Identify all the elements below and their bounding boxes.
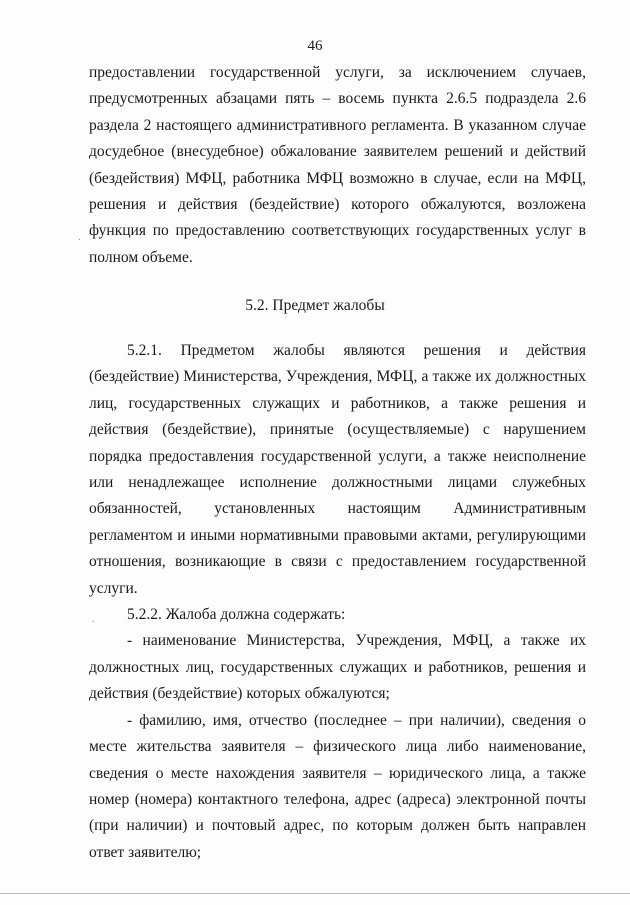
list-item-applicant-details: - фамилию, имя, отчество (последнее – при наличии), сведения о месте жительства заявителя – физического лица либо наименование, сведения о месте нахождения заявителя – юридического лица, а также номер (номера) контактного телефона, адрес (адреса) электронной почты (при наличии) и почтовый адрес, по которым должен быть направлен ответ заявителю;: [89, 711, 586, 861]
paragraph-subject-of-complaint: 5.2.1. Предметом жалобы являются решения и действия (бездействие) Министерства, Учреждения, МФЦ, а также их должностных лиц, государственных служащих и работников, а также решения и действия (бездействие), принятые (осуществляемые) с нарушением порядка предоставления государственной услуги, а также неисполнение или ненадлежащее исполнение должностными лицами служебных обязанностей, установленных настоящим Административным регламентом и иными нормативными правовыми актами, регулирующими отношения, возникающие в связи с предоставлением государственной услуги.: [89, 342, 586, 597]
page-number: 46: [307, 38, 323, 54]
scan-speck: .: [92, 614, 95, 625]
scan-speck: .: [78, 232, 81, 243]
list-item-name-of-bodies: - наименование Министерства, Учреждения, МФЦ, а также их должностных лиц, государственных служащих и работников, решения и действия (бездействие) которых обжалуются;: [89, 632, 586, 703]
section-body: [89, 338, 586, 866]
paragraph-complaint-contents-intro: 5.2.2. Жалоба должна содержать:: [127, 606, 346, 624]
section-heading: 5.2. Предмет жалобы: [245, 297, 385, 314]
paragraph-text: предоставлении государственной услуги, за исключением случаев, предусмотренных абзацами пять – восемь пункта 2.6.5 подраздела 2.6 раздела 2 настоящего административного регламента. В указанном случае досудебное (внесудебное) обжалование заявителем решений и действий (бездействия) МФЦ, работника МФЦ возможно в случае, если на МФЦ, решения и действия (бездействие) которого обжалуются, возложена функция по предоставлению соответствующих государственных услуг в полном объеме.: [89, 64, 586, 266]
scan-edge-line: [0, 893, 630, 894]
paragraph-continuation: [89, 60, 586, 271]
